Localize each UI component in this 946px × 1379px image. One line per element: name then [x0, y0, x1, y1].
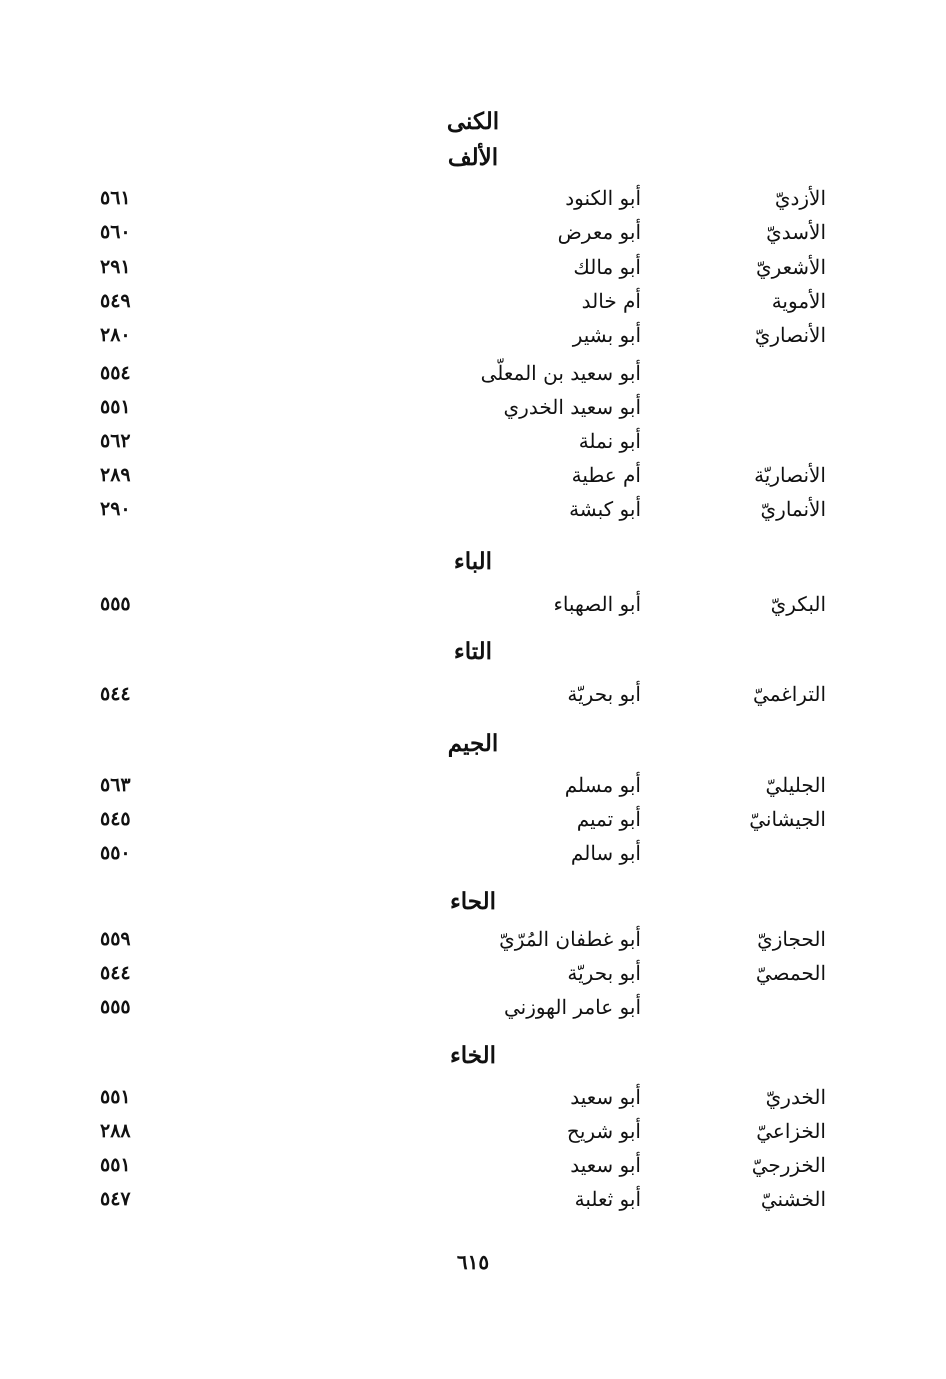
entry-page-number: ٥٥٩	[100, 928, 131, 950]
entry-nisba: الأزديّ	[774, 186, 826, 210]
index-entry	[0, 460, 946, 490]
index-entry	[0, 286, 946, 316]
entry-nisba: البكريّ	[770, 592, 826, 616]
page-number: ٦١٥	[456, 1250, 490, 1274]
entry-nisba: الجيشانيّ	[749, 807, 826, 831]
section-heading-alif: الألف	[447, 144, 499, 171]
entry-page-number: ٥٤٥	[100, 808, 131, 830]
entry-page-number: ٢٨٠	[100, 324, 131, 346]
entry-kunya: أم خالد	[581, 289, 641, 313]
index-entry	[0, 426, 946, 456]
entry-nisba: الأشعريّ	[755, 255, 826, 279]
entry-kunya: أبو سعيد الخدري	[503, 395, 641, 419]
entry-nisba: الأموية	[771, 289, 826, 313]
index-entry	[0, 838, 946, 868]
entry-nisba: الأنصاريّة	[754, 463, 826, 487]
index-entry	[0, 679, 946, 709]
index-entry	[0, 320, 946, 350]
entry-nisba: الأسديّ	[766, 220, 826, 244]
entry-nisba: التراغميّ	[753, 682, 826, 706]
index-entry	[0, 358, 946, 388]
entry-kunya: أم عطية	[571, 463, 641, 487]
entry-kunya: أبو نملة	[578, 429, 641, 453]
entry-kunya: أبو سعيد بن المعلّى	[480, 361, 641, 385]
entry-page-number: ٢٨٨	[100, 1120, 131, 1142]
entry-page-number: ٢٨٩	[100, 464, 131, 486]
entry-page-number: ٥٥٤	[100, 362, 131, 384]
entry-nisba: الحمصيّ	[755, 961, 826, 985]
entry-nisba: الأنصاريّ	[754, 323, 826, 347]
entry-kunya: أبو غطفان المُرّيّ	[499, 927, 641, 951]
entry-kunya: أبو شريح	[566, 1119, 641, 1143]
entry-nisba: الخزاعيّ	[756, 1119, 826, 1143]
entry-nisba: الحجازيّ	[757, 927, 826, 951]
entry-kunya: أبو كبشة	[569, 497, 641, 521]
entry-kunya: أبو بحريّة	[567, 682, 641, 706]
entry-kunya: أبو عامر الهوزني	[503, 995, 641, 1019]
entry-page-number: ٥٥٠	[100, 842, 131, 864]
entry-nisba: الأنماريّ	[760, 497, 826, 521]
index-entry	[0, 183, 946, 213]
index-entry	[0, 1116, 946, 1146]
index-entry	[0, 252, 946, 282]
entry-kunya: أبو معرض	[557, 220, 641, 244]
entry-kunya: أبو سعيد	[570, 1085, 641, 1109]
entry-page-number: ٥٤٧	[100, 1188, 131, 1210]
page-title: الكنى	[446, 108, 500, 135]
entry-page-number: ٥٦٣	[100, 774, 131, 796]
entry-kunya: أبو بشير	[572, 323, 641, 347]
entry-kunya: أبو سالم	[570, 841, 641, 865]
entry-page-number: ٥٤٤	[100, 683, 131, 705]
section-heading-jim: الجيم	[447, 730, 499, 757]
entry-kunya: أبو ثعلبة	[574, 1187, 641, 1211]
entry-page-number: ٢٩٠	[100, 498, 131, 520]
entry-kunya: أبو الكنود	[565, 186, 641, 210]
entry-kunya: أبو سعيد	[570, 1153, 641, 1177]
index-entry	[0, 589, 946, 619]
index-entry	[0, 770, 946, 800]
index-entry	[0, 392, 946, 422]
entry-page-number: ٥٥٥	[100, 996, 131, 1018]
entry-page-number: ٥٤٤	[100, 962, 131, 984]
index-entry	[0, 1082, 946, 1112]
section-heading-ha: الحاء	[449, 888, 497, 915]
entry-page-number: ٥٥١	[100, 396, 131, 418]
entry-nisba: الخشنيّ	[760, 1187, 826, 1211]
entry-kunya: أبو بحريّة	[567, 961, 641, 985]
entry-kunya: أبو مسلم	[564, 773, 641, 797]
entry-page-number: ٥٥٥	[100, 593, 131, 615]
section-heading-ba: الباء	[453, 548, 493, 575]
index-entry	[0, 217, 946, 247]
index-entry	[0, 494, 946, 524]
entry-page-number: ٥٥١	[100, 1154, 131, 1176]
entry-page-number: ٥٤٩	[100, 290, 131, 312]
entry-nisba: الخدريّ	[765, 1085, 826, 1109]
entry-kunya: أبو الصهباء	[553, 592, 641, 616]
entry-page-number: ٢٩١	[100, 256, 131, 278]
section-heading-kha: الخاء	[449, 1042, 497, 1069]
index-entry	[0, 924, 946, 954]
entry-page-number: ٥٥١	[100, 1086, 131, 1108]
entry-kunya: أبو مالك	[573, 255, 641, 279]
entry-page-number: ٥٦٢	[100, 430, 131, 452]
entry-page-number: ٥٦١	[100, 187, 131, 209]
entry-page-number: ٥٦٠	[100, 221, 131, 243]
index-entry	[0, 804, 946, 834]
index-entry	[0, 1184, 946, 1214]
entry-nisba: الجليليّ	[765, 773, 826, 797]
index-entry	[0, 958, 946, 988]
section-heading-ta: التاء	[453, 638, 493, 665]
index-entry	[0, 1150, 946, 1180]
entry-kunya: أبو تميم	[576, 807, 641, 831]
entry-nisba: الخزرجيّ	[751, 1153, 826, 1177]
index-entry	[0, 992, 946, 1022]
